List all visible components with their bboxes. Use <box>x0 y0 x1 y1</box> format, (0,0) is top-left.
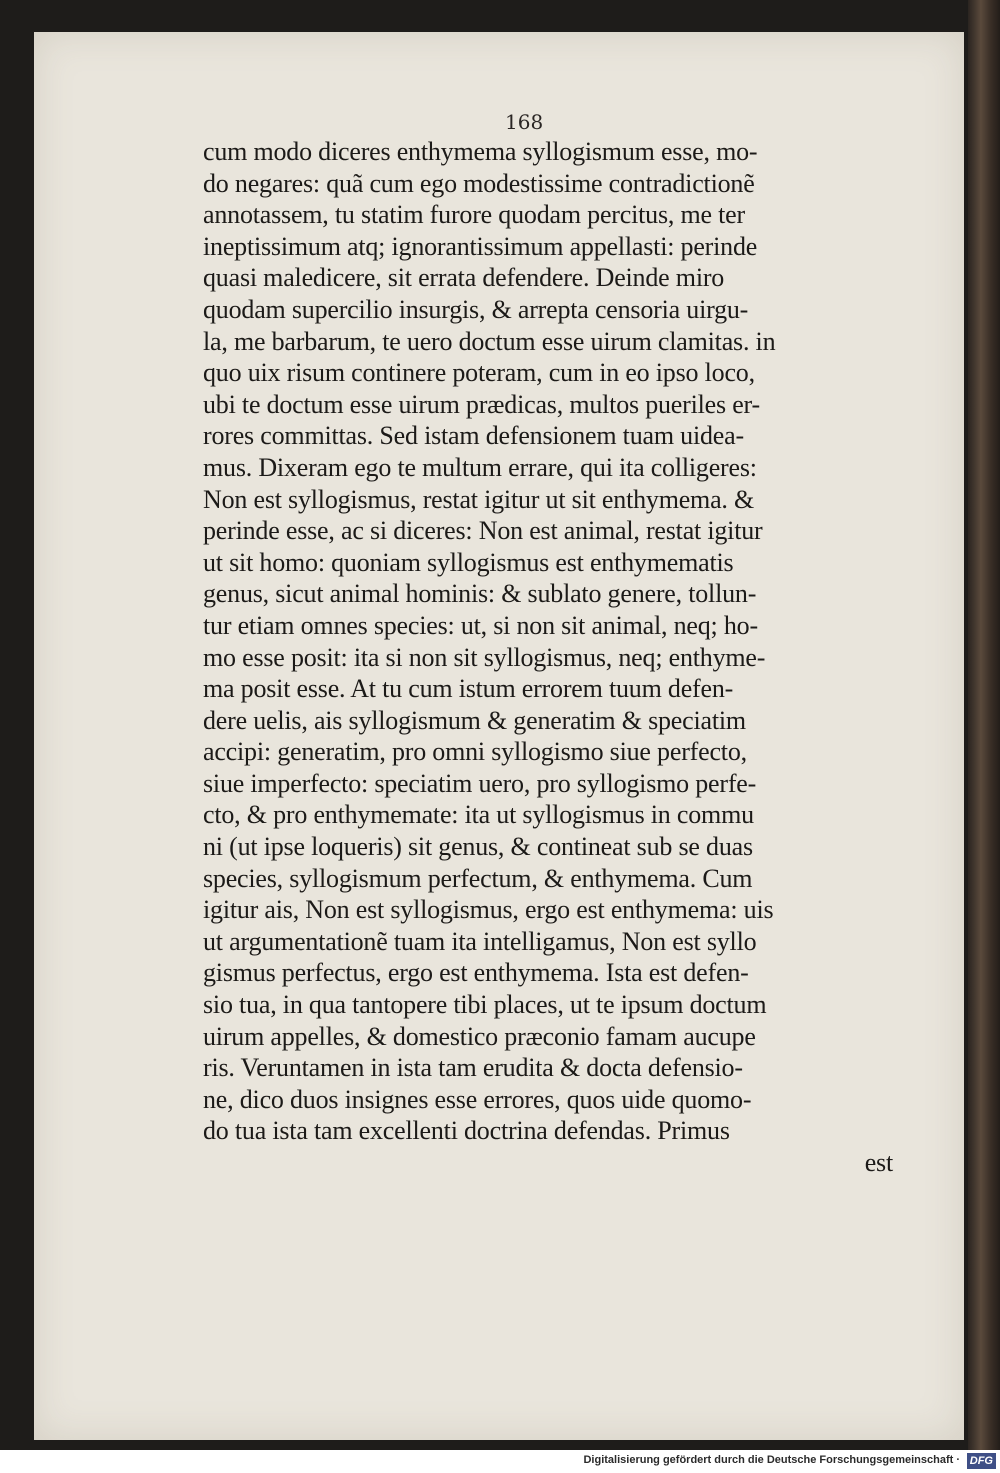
text-line: quasi maledicere, sit errata defendere. Deinde miro <box>203 263 725 293</box>
text-line: ne, dico duos insignes esse errores, quos uide quomo- <box>203 1084 752 1114</box>
dfg-logo: DFG <box>967 1453 996 1469</box>
text-line: dere uelis, ais syllogismum & generatim & speciatim <box>203 705 746 735</box>
text-line: quodam supercilio insurgis, & arrepta censoria uirgu- <box>203 294 749 324</box>
page-number: 168 <box>505 110 544 134</box>
text-line: siue imperfecto: speciatim uero, pro syllogismo perfe- <box>203 768 757 798</box>
text-line: ut sit homo: quoniam syllogismus est enthymematis <box>203 547 734 577</box>
text-line: cto, & pro enthymemate: ita ut syllogismus in commu <box>203 800 754 830</box>
text-line: ni (ut ipse loqueris) sit genus, & contineat sub se duas <box>203 832 753 862</box>
text-line: do tua ista tam excellenti doctrina defendas. Primus <box>203 1116 730 1146</box>
text-line: annotassem, tu statim furore quodam percitus, me ter <box>203 200 745 230</box>
text-line: Non est syllogismus, restat igitur ut sit enthymema. & <box>203 484 755 514</box>
footer-credit: Digitalisierung gefördert durch die Deutsche Forschungsgemeinschaft · <box>583 1454 960 1466</box>
text-line: ris. Veruntamen in ista tam erudita & docta defensio- <box>203 1053 743 1083</box>
text-line: gismus perfectus, ergo est enthymema. Ista est defen- <box>203 958 749 988</box>
text-line: igitur ais, Non est syllogismus, ergo est enthymema: uis <box>203 895 774 925</box>
text-line: mus. Dixeram ego te multum errare, qui ita colligeres: <box>203 452 757 482</box>
text-line: genus, sicut animal hominis: & sublato genere, tollun- <box>203 579 757 609</box>
footer-bar <box>0 1450 1000 1473</box>
text-line: accipi: generatim, pro omni syllogismo siue perfecto, <box>203 737 747 767</box>
catchword: est <box>864 1148 893 1177</box>
text-line: rores committas. Sed istam defensionem tuam uidea- <box>203 421 744 451</box>
book-edge <box>968 0 1000 1450</box>
text-line: cum modo diceres enthymema syllogismum esse, mo- <box>203 137 758 166</box>
text-line: ma posit esse. At tu cum istum errorem tuum defen- <box>203 674 734 704</box>
text-line: sio tua, in qua tantopere tibi places, ut te ipsum doctum <box>203 990 767 1020</box>
text-line: uirum appelles, & domestico præconio famam aucupe <box>203 1021 756 1051</box>
text-line: la, me barbarum, te uero doctum esse uirum clamitas. in <box>203 326 776 356</box>
text-block <box>203 136 893 1179</box>
text-line: species, syllogismum perfectum, & enthymema. Cum <box>203 863 753 893</box>
text-line: ut argumentationẽ tuam ita intelligamus, Non est syllo <box>203 926 757 956</box>
text-line: mo esse posit: ita si non sit syllogismus, neq; enthyme- <box>203 642 766 672</box>
text-line: do negares: quã cum ego modestissime contradictionẽ <box>203 168 755 198</box>
text-line: quo uix risum continere poteram, cum in eo ipso loco, <box>203 358 755 388</box>
text-line: perinde esse, ac si diceres: Non est animal, restat igitur <box>203 516 763 546</box>
text-line: ineptissimum atq; ignorantissimum appellasti: perinde <box>203 231 758 261</box>
text-line: ubi te doctum esse uirum prædicas, multos pueriles er- <box>203 389 760 419</box>
text-line: tur etiam omnes species: ut, si non sit animal, neq; ho- <box>203 610 758 640</box>
